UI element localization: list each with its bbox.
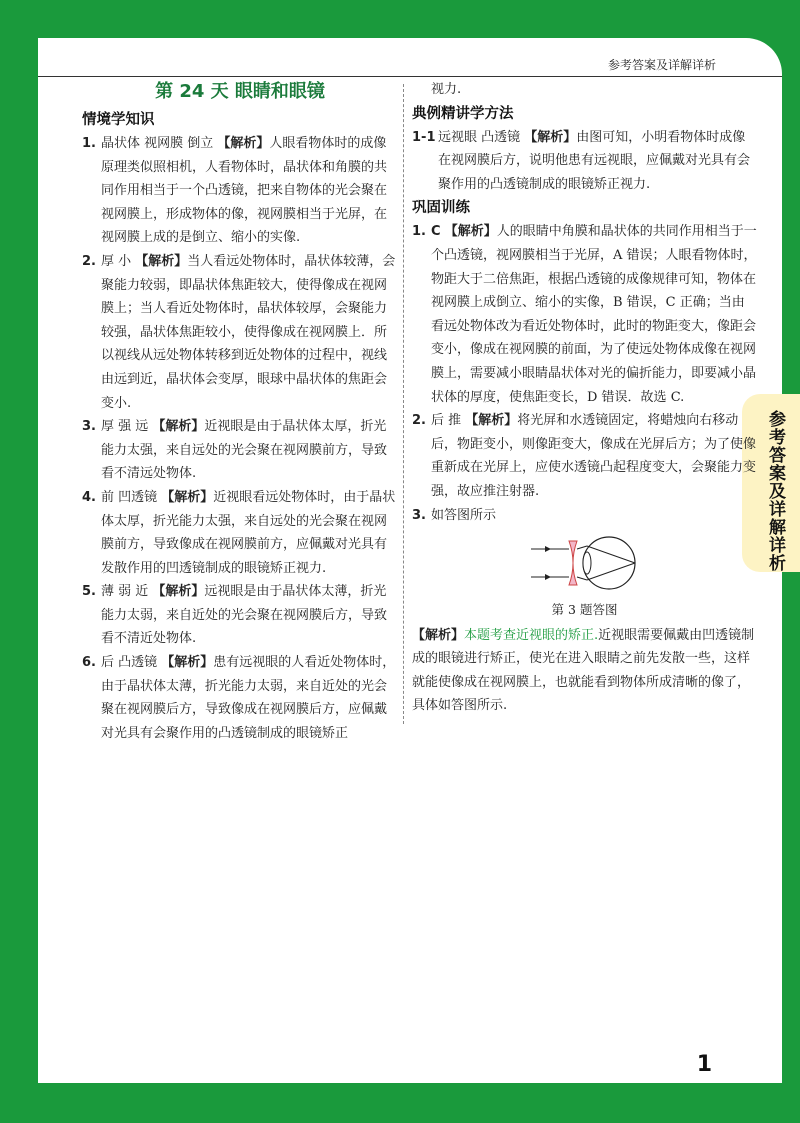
item-text: 近视眼看远处物体时，由于晶状体太厚，折光能力太强，来自远处的光会聚在视网膜前方，导致像成在视网膜前方，应佩戴对光具有发散作用的凹透镜制成的眼镜矫正视力.: [101, 489, 396, 576]
item-answer: 厚 小: [101, 253, 132, 269]
item-answer: 后 推: [431, 413, 462, 429]
item-answer: 远视眼 凸透镜: [438, 129, 521, 145]
item-number: 4.: [82, 489, 96, 505]
section-heading: 典例精讲学方法: [412, 105, 514, 122]
analysis-tag: 【解析】: [217, 136, 270, 151]
item-text: 远视眼是由于晶状体太薄，折光能力太弱，来自近处的光会聚在视网膜后方，导致看不清近处物体.: [101, 584, 388, 647]
item-text: 近视眼是由于晶状体太厚，折光能力太强，来自远处的光会聚在视网膜前方，导致看不清远处物体.: [101, 419, 388, 482]
lesson-title: 第 24 天 眼睛和眼镜: [155, 81, 325, 102]
analysis-tag: 【解析】: [161, 655, 214, 671]
answer-item: [82, 580, 398, 651]
right-column: [412, 78, 757, 718]
figure-analysis: [412, 624, 757, 718]
item-number: 1-1: [412, 129, 436, 145]
continuation-text: 视力.: [431, 82, 462, 97]
answer-item: [82, 250, 398, 415]
answer-item: [412, 504, 757, 528]
left-column: [82, 78, 398, 745]
header-rule: [38, 76, 782, 77]
column-divider: [403, 84, 404, 724]
answer-item: [412, 409, 757, 503]
item-number: 1.: [412, 224, 426, 240]
item-answer: 薄 弱 近: [101, 584, 149, 600]
item-number: 3.: [412, 507, 426, 523]
header-title: 参考答案及详解详析: [607, 58, 716, 72]
section-heading: 巩固训练: [412, 200, 470, 217]
item-text: 将光屏和水透镜固定，将蜡烛向右移动后，物距变小，则像距变大，像成在光屏后方；为了使像重新成在光屏上，应使水透镜凸起程度变大，会聚能力变强，故应推注射器.: [431, 413, 757, 499]
item-text: 人的眼睛中角膜和晶状体的共同作用相当于一个凸透镜，视网膜相当于光屏，A 错误；人眼看物体时，物距大于二倍焦距，根据凸透镜的成像规律可知，物体在视网膜上成倒立、缩小的实像，B 错误，C 正确；当由看远处物体改为看近处物体时，此时的物距变大，像距会变小，像成在视网膜的前面，为了使远处物体成像在视网膜上，需要减小眼睛晶状体对光的偏折能力，即要减小晶状体的厚度，使焦距变长，D 错误．故选 C.: [431, 224, 757, 405]
item-answer: 厚 强 远: [101, 419, 149, 435]
item-number: 2.: [412, 413, 426, 429]
item-text: 由图可知，小明看物体时成像在视网膜后方，说明他患有远视眼，应佩戴对光具有会聚作用的凸透镜制成的眼镜矫正视力.: [438, 129, 751, 192]
analysis-tag: 【解析】: [161, 489, 214, 505]
analysis-highlight: 本题考查近视眼的矫正.: [464, 627, 599, 643]
analysis-tag: 【解析】: [135, 253, 188, 269]
item-text: 患有远视眼的人看近处物体时，由于晶状体太薄，折光能力太弱，来自近处的光会聚在视网膜后方，导致像成在视网膜后方，应佩戴对光具有会聚作用的凸透镜制成的眼镜矫正: [101, 655, 396, 741]
item-answer: 后 凸透镜: [101, 655, 158, 671]
answer-item: [82, 415, 398, 486]
answer-item: [82, 651, 398, 745]
item-number: 1.: [82, 136, 96, 151]
item-number: 2.: [82, 253, 96, 269]
item-answer: 晶状体 视网膜 倒立: [101, 136, 214, 151]
analysis-tag: 【解析】: [152, 584, 205, 600]
example-item: [412, 126, 757, 197]
page-number: 1: [696, 1052, 712, 1077]
item-number: 6.: [82, 655, 96, 671]
answer-item: [82, 486, 398, 580]
side-tab-label: 参考答案及详解详析: [765, 410, 785, 572]
item-text: 如答图所示: [431, 507, 497, 523]
analysis-tag: 【解析】: [524, 129, 577, 145]
figure-caption: 第 3 题答图: [551, 601, 618, 617]
answer-item: [82, 132, 398, 250]
analysis-tag: 【解析】: [444, 224, 497, 240]
item-answer: 前 凹透镜: [101, 489, 158, 505]
myopia-correction-diagram: [525, 535, 645, 591]
analysis-tag: 【解析】: [412, 627, 465, 643]
item-text: 当人看远处物体时，晶状体较薄，会聚能力较弱，即晶状体焦距较大，使得像成在视网膜上；当人看近处物体时，晶状体较厚，会聚能力较强，晶状体焦距较小，使得像成在视网膜上．所以视线从远处物体转移到近处物体的过程中，视线由远到近，晶状体会变厚，眼球中晶状体的焦距会变小.: [101, 253, 396, 411]
eye-diagram: [412, 535, 757, 600]
analysis-tag: 【解析】: [465, 413, 518, 429]
analysis-text: 近视眼需要佩戴由凹透镜制成的眼镜进行矫正，使光在进入眼睛之前先发散一些，这样就能使像成在视网膜上，也就能看到物体所成清晰的像了，具体如答图所示.: [412, 627, 755, 714]
answer-item: [412, 220, 757, 409]
section-heading: 情境学知识: [82, 112, 155, 128]
item-number: 3.: [82, 419, 96, 435]
analysis-tag: 【解析】: [152, 419, 205, 435]
item-text: 人眼看物体时的成像原理类似照相机，人看物体时，晶状体和角膜的共同作用相当于一个凸透镜，把来自物体的光会聚在视网膜上，形成物体的像，视网膜相当于光屏，在视网膜上成的是倒立、缩小的实像.: [101, 136, 388, 246]
item-answer: C: [431, 224, 441, 240]
item-number: 5.: [82, 584, 96, 600]
